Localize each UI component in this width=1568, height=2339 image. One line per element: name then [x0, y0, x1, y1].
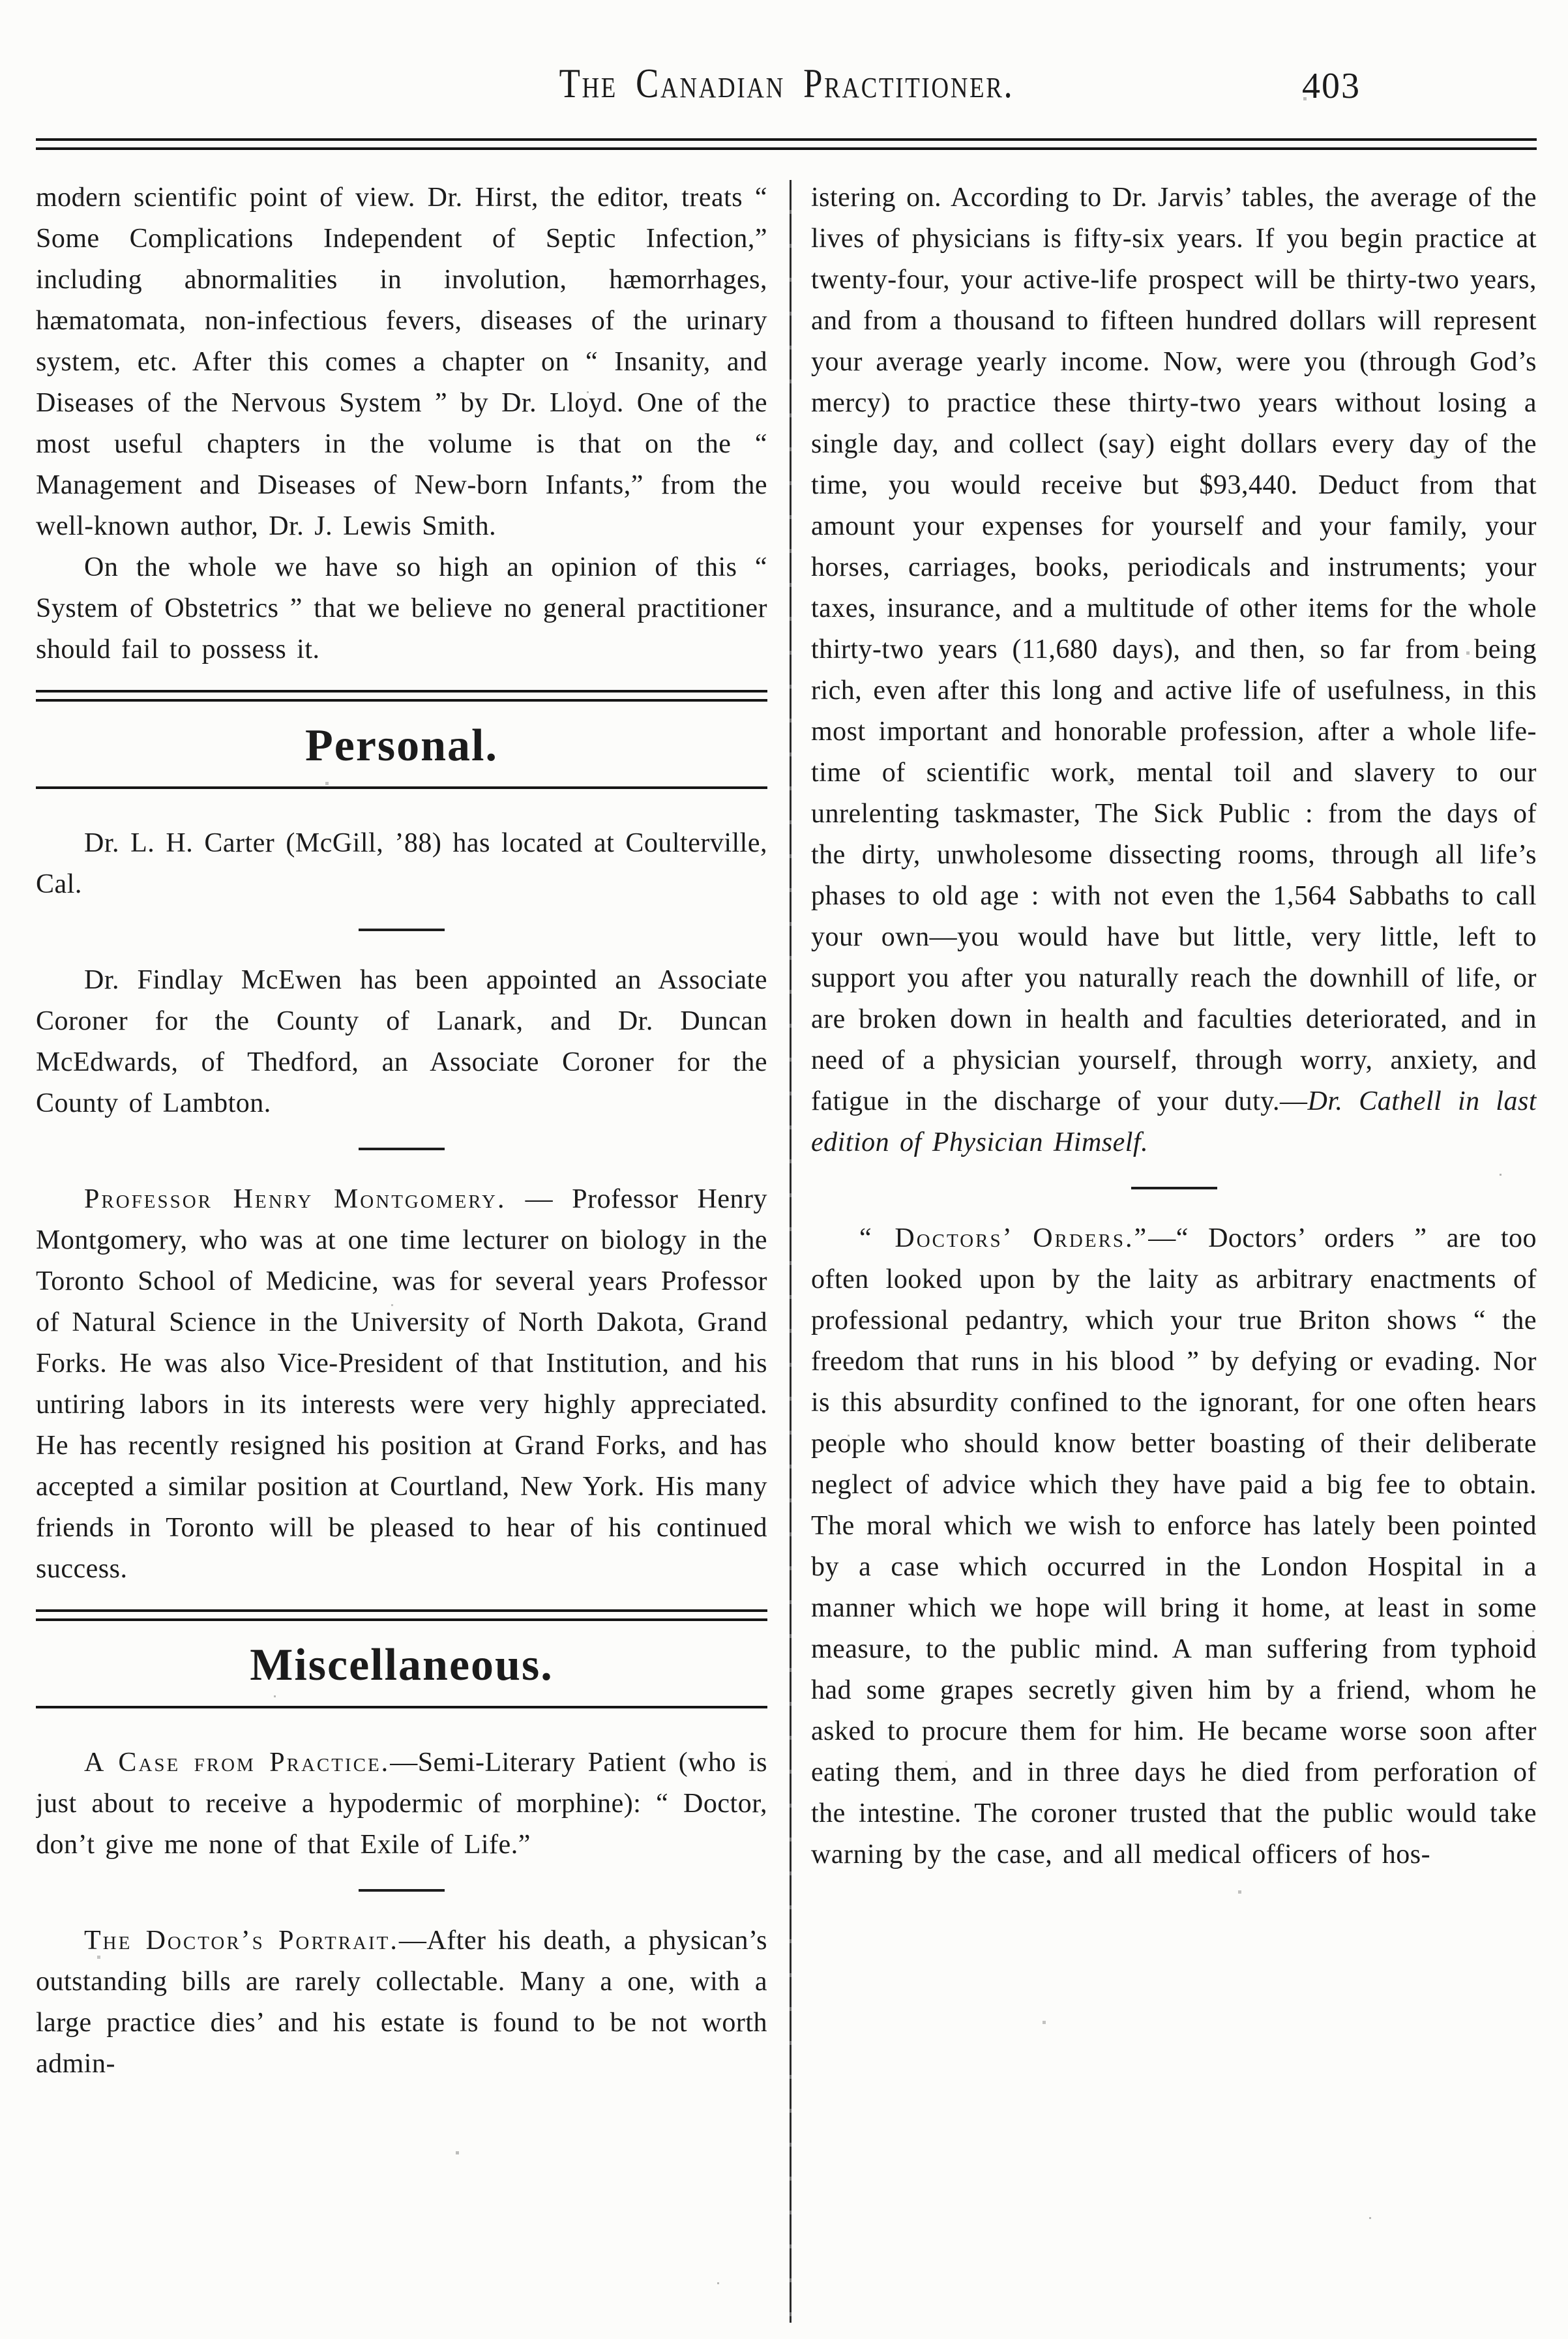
section-rule-bottom	[36, 1706, 767, 1708]
miscellaneous-section-header	[36, 1609, 767, 1708]
item-divider	[359, 1889, 445, 1892]
two-column-layout	[36, 177, 1537, 2323]
paragraph-book-review-continuation: modern scientific point of view. Dr. Hirst, the editor, treats “ Some Complications Independent of Septic Infection,” including abnormalities in involution, hæmorrhages, hæmatomata, non-infectious fevers, diseases of the urinary system, etc. After this comes a chapter on “ Insanity, and Diseases of the Nervous System ” by Dr. Lloyd. One of the most useful chapters in the volume is that on the “ Management and Diseases of New-born Infants,” from the well-known author, Dr. J. Lewis Smith.	[36, 183, 767, 541]
item-text: Dr. Findlay McEwen has been appointed an Associate Coroner for the County of Lanark, and Dr. Duncan McEdwards, of Thedford, an Associate Coroner for the County of Lambton.	[36, 965, 767, 1118]
personal-section-header	[36, 690, 767, 789]
section-rule-bottom	[36, 786, 767, 789]
item-text: —After his death, a physican’s outstanding bills are rarely collectable. Many a one, with a large practice dies’ and his estate is found to be not worth admin-	[36, 1926, 767, 2079]
column-rule	[790, 180, 791, 2323]
section-rule-top	[36, 1609, 767, 1621]
section-title-personal: Personal.	[304, 721, 499, 771]
miscellaneous-item	[36, 1920, 767, 2085]
page-header	[36, 60, 1537, 123]
item-divider	[359, 929, 445, 931]
left-column	[36, 177, 771, 2323]
item-lead: “ Doctors’ Orders.”	[859, 1223, 1149, 1253]
paragraph-book-review-conclusion: On the whole we have so high an opinion of this “ System of Obstetrics ” that we believe no general practitioner should fail to possess it.	[36, 552, 767, 664]
item-lead: Professor Henry Montgomery.	[84, 1184, 507, 1214]
section-rule-top	[36, 690, 767, 702]
right-column	[811, 177, 1537, 2323]
scan-speckle-overlay	[0, 0, 2, 2]
paragraph-attribution: Dr. Cathell in last edition of Physician Himself.	[811, 1086, 1537, 1157]
item-divider	[359, 1148, 445, 1150]
personal-item	[36, 823, 767, 905]
page-number: 403	[1302, 66, 1361, 106]
paragraph-physician-income	[811, 177, 1537, 1163]
item-divider	[1131, 1187, 1217, 1189]
item-text: —Semi-Literary Patient (who is just about to receive a hypodermic of morphine): “ Doctor, don’t give me none of that Exile of Life.”	[36, 1748, 767, 1860]
personal-item	[36, 1179, 767, 1590]
paragraph-text: istering on. According to Dr. Jarvis’ tables, the average of the lives of physicians is fifty-six years. If you begin practice at twenty-four, your active-life prospect will be thirty-two years, and from a thousand to fifteen hundred dollars will represent your average yearly income. Now, were you (through God’s mercy) to practice these thirty-two years without losing a single day, and collect (say) eight dollars every day of the time, you would receive but $93,440. Deduct from that amount your expenses for yourself and your family, your horses, carriages, books, periodicals and instruments; your taxes, insurance, and a multitude of other items for the whole thirty-two years (11,680 days), and then, so far from being rich, even after this long and active life of usefulness, in this most important and honorable profession, after a whole life-time of scientific work, mental toil and slavery to our unrelenting taskmaster, The Sick Public : from the days of the dirty, unwholesome dissecting rooms, through all life’s phases to old age : with not even the 1,564 Sabbaths to call your own—you would have but little, very little, left to support you after you naturally reach the downhill of life, or are broken down in health and faculties deteriorated, and in need of a physician yourself, through worry, anxiety, and fatigue in the discharge of your duty.—	[811, 183, 1537, 1116]
section-title-miscellaneous: Miscellaneous.	[250, 1640, 554, 1690]
personal-item	[36, 960, 767, 1124]
running-title: The Canadian Practitioner.	[559, 60, 1014, 106]
item-text: —“ Doctors’ orders ” are too often looked upon by the laity as arbitrary enactments of professional pedantry, which your true Briton shows “ the freedom that runs in his blood ” by defying or evading. Nor is this absurdity confined to the ignorant, for one often hears people who should know better boasting of their deliberate neglect of advice which they have paid a big fee to obtain. The moral which we wish to enforce has lately been pointed by a case which occurred in the London Hospital in a manner which we hope will bring it home, at least in some measure, to the public mind. A man suffering from typhoid had some grapes secretly given him by a friend, whom he asked to procure them for him. He became worse soon after eating them, and in three days he died from perforation of the intestine. The coroner trusted that the public would take warning by the case, and all medical officers of hos-	[811, 1223, 1537, 1870]
header-rule	[36, 138, 1537, 150]
item-text: — Professor Henry Montgomery, who was at one time lecturer on biology in the Toronto School of Medicine, was for several years Professor of Natural Science in the University of North Dakota, Grand Forks. He was also Vice-President of that Institution, and his untiring labors in its interests were very highly appreciated. He has recently resigned his position at Grand Forks, and has accepted a similar position at Courtland, New York. His many friends in Toronto will be pleased to hear of his continued success.	[36, 1184, 767, 1584]
item-lead: The Doctor’s Portrait.	[84, 1926, 399, 1956]
item-text: Dr. L. H. Carter (McGill, ’88) has located at Coulterville, Cal.	[36, 828, 767, 899]
miscellaneous-item	[36, 1742, 767, 1866]
item-lead: A Case from Practice.	[84, 1748, 391, 1778]
paragraph-doctors-orders	[811, 1218, 1537, 1875]
